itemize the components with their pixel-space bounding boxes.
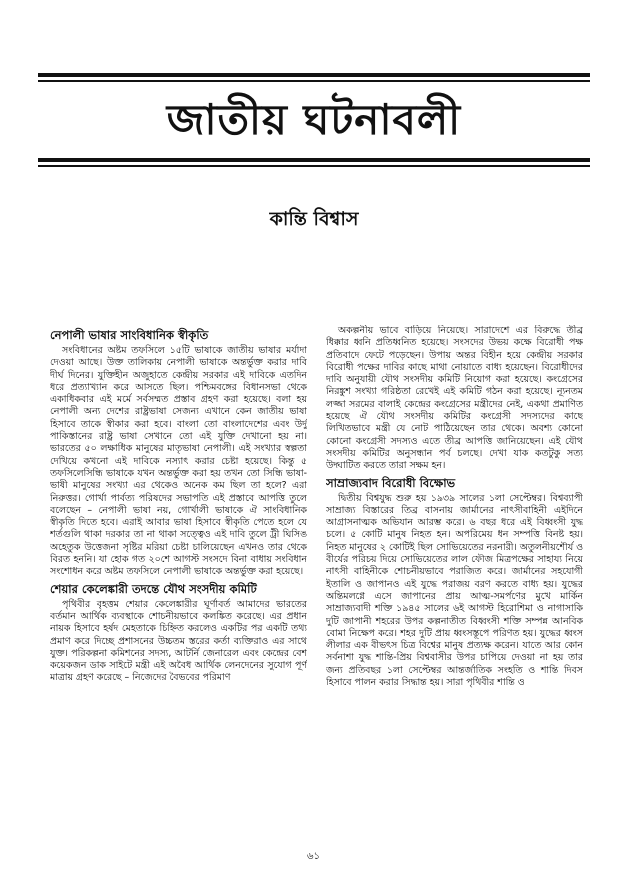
masthead-rule-bottom-thick <box>38 158 590 162</box>
page-title: জাতীয় ঘটনাবলী <box>166 95 462 144</box>
paragraph-anti-imperialism: দ্বিতীয় বিশ্বযুদ্ধ শুরু হয় ১৯৩৯ সালের ১লা সেপ্টেম্বর। বিশ্বব্যাপী সাম্রাজ্য বিস্তারের তিব্র বাসনায় জার্মানের নাৎসীবাহিনী এইদিনে আগ্রাসনাত্মক অভিযান আরম্ভ করে। ৬ বছর ধরে এই বিধ্বংসী যুদ্ধ চলে। ৫ কোটি মানুষ নিহত হন। অপরিমেয় ধন সম্পত্তি বিনষ্ট হয়। নিহত মানুষের ২ কোটিই ছিল সোভিয়েতের নরনারী। অতুলনীয়শৌর্য ও বীর্যের পরিচয় দিয়ে সোভিয়েতের লাল ফৌজ মিত্রপক্ষের সাহায্য নিয়ে নাৎসী বাহিনীকে শোচনীয়ভাবে পরাজিত করে। জার্মানের সহযোগী ইতালি ও জাপানও এই যুদ্ধে পরাজয় বরণ করতে বাধ্য হয়। যুদ্ধের অন্তিমলগ্নে এসে জাপানের প্রায় আত্ম-সমর্পণের মুখে মার্কিন সাম্রাজ্যবাদী শক্তি ১৯৪৫ সালের ৬ই আগস্ট হিরোশিমা ও নাগাসাকি দুটি জাপানী শহরের উপর কল্পনাতীত বিধ্বংসী শক্তি সম্পন্ন আনবিক বোমা নিক্ষেপ করে। শহর দুটি প্রায় ধ্বংসস্তূপে পরিণত হয়। যুদ্ধের ধ্বংস লীলার এক বীভৎস চিত্র বিশ্বের মানুষ প্রত্যক্ষ করেন। যাতে আর কোন সর্বনাশা যুদ্ধ শান্তি-প্রিয় বিশ্ববাসীর উপর চাপিয়ে দেওয়া না হয় তার জন্য প্রতিবছর ১লা সেপ্টেম্বর আন্তর্জাতিক সংহতি ও শান্তি দিবস হিসাবে পালন করার সিদ্ধান্ত হয়। সারা পৃথিবীর শান্তি ও <box>326 492 583 689</box>
paragraph-share-scam: পৃথিবীর বৃহত্তম শেয়ার কেলেঙ্কারীর ঘূর্ণাবর্ত আমাদের ভারতের বর্তমান আর্থিক ব্যবস্থাকে শোচনীয়ভাবে কলঙ্কিত করেছে। এর প্রধান নায়ক হিসাবে হর্ষদ মেহতাকে চিহ্নিত করলেও একটির পর একটি তথ্য প্রমাণ করে দিচ্ছে প্রশাসনের উচ্চতম স্তরের কর্তা ব্যক্তিরাও এর সাথে যুক্ত। পরিকল্পনা কমিশনের সদস্য, আটর্নি জেনারেল এবং কেন্দ্রের বেশ কয়েকজন ডাক সাইটে মন্ত্রী এই অবৈধ আর্থিক লেনদেনের সুযোগ পূর্ণ মাত্রায় গ্রহণ করেছে – নিজেদের বৈভবের পরিমাণ <box>50 598 307 684</box>
masthead-rule-bottom-thin <box>38 165 590 167</box>
masthead-rule-top-thick <box>38 73 590 77</box>
left-column <box>50 325 307 840</box>
masthead-rule-top-thin <box>38 80 590 82</box>
section-heading-share-scam: শেয়ার কেলেঙ্কারী তদন্তে যৌথ সংসদীয় কমিটি <box>50 581 257 596</box>
page-number: ৬১ <box>307 851 320 862</box>
right-column <box>326 325 583 840</box>
section-heading-anti-imperialism: সাম্রাজ্যবাদ বিরোধী বিক্ষোভ <box>326 475 456 490</box>
author-name: কান্তি বিশ্বাস <box>269 208 359 230</box>
section-heading-nepali-language: নেপালী ভাষার সাংবিধানিক স্বীকৃতি <box>50 328 209 342</box>
paragraph-share-scam-continued: অকল্পনীয় ভাবে বাড়িয়ে নিয়েছে। সারাদেশে এর বিরুদ্ধে তীব্র ধিক্কার ধ্বনি প্রতিধ্বনিত হয়েছে। সংসদের উভয় কক্ষে বিরোধী পক্ষ প্রতিবাদে ফেটে পড়েছেন। উপায় অন্তর বিহীন হয়ে কেন্দ্রীয় সরকার বিরোধী পক্ষের দাবির কাছে মাথা নোয়াতে বাধ্য হয়েছেন। বিরোধীদের দাবি অনুযায়ী যৌথ সংসদীয় কমিটি নিয়োগ করা হয়েছে। কংগ্রেসের নিরঙ্কুশ সংখ্যা গরিষ্ঠতা রেখেই এই কমিটি গঠন করা হয়েছে। ন্যূনতম লজ্জা সরমের বালাই কেন্দ্রের কংগ্রেসের মন্ত্রীদের নেই, একথা প্রমাণিত হয়েছে ঐ যৌথ সংসদীয় কমিটির কংগ্রেসী সদস্যদের কাছে লিখিতভাবে মন্ত্রী যে নোট পাঠিয়েছেন তার থেকে। অবশ্য কোনো কোনো কংগ্রেসী সদস্যও এতে তীব্র আপত্তি জানিয়েছেন। এই যৌথ সংসদীয় কমিটির অনুসন্ধান পর্ব চলছে। দেখা যাক কতটুকু সত্য উদ্ঘাটিত করতে তারা সক্ষম হন। <box>326 325 583 472</box>
paragraph-nepali-language: সংবিধানের অষ্টম তফসিলে ১৫টি ভাষাকে জাতীয় ভাষার মর্যাদা দেওয়া আছে। উক্ত তালিকায় নেপালী ভাষাকে অন্তর্ভুক্ত করার দাবি দীর্ঘ দিনের। যুক্তিহীন অজুহাতে কেন্দ্রীয় সরকার এই দাবিকে এতদিন ধরে প্রত্যাখ্যান করে আসতে ছিল। পশ্চিমবঙ্গের বিধানসভা থেকে একাধিকবার এই মর্মে সর্বসম্মত প্রস্তাব গ্রহণ করা হয়েছে। বলা হয় নেপালী অন্য দেশের রাষ্ট্রভাষা সেজন্য এখানে কেন জাতীয় ভাষা হিসাবে তাকে স্বীকার করা হবে। বাংলা তো বাংলাদেশের এবং উর্দু পাকিস্তানের রাষ্ট্র ভাষা সেখানে তো এই যুক্তি দেখানো হয় না। ভারতের ৫০ লক্ষাধিক মানুষের মাতৃভাষা নেপালী। এই সংখ্যার স্বল্পতা দেখিয়ে কখনো এই দাবিকে নস্যাৎ করার চেষ্টা হয়েছে। কিন্তু ৫ তফসিলেসিন্ধি ভাষাকে যখন অন্তর্ভুক্ত করা হয় তখন তো সিন্ধি ভাষা-ভাষী মানুষের সংখ্যা এর থেকেও অনেক কম ছিল তা হলে? এরা নিরুত্তর। গোর্খা পার্বত্য পরিষদের সভাপতি এই প্রস্তাবে আপত্তি তুলে বলেছেন – নেপালী ভাষা নয়, গোর্খালী ভাষাকে ঐ সাংবিধানিক স্বীকৃতি দিতে হবে। এরাই আবার ভাষা হিসাবে স্বীকৃতি পেতে হলে যে শর্তগুলি থাকা দরকার তা না থাকা সত্ত্বেও এই দাবি তুলে ট্রী ঘিসিঙ অহেতুক উত্তেজনা সৃষ্টির মরিয়া চেষ্টা চালিয়েছেন এখনও তার থেকে বিরত হননি। যা হোক গত ২০শে আগস্ট সংসদে বিনা বাধায় সংবিধান সংশোধন করে অষ্টম তফসিলে নেপালী ভাষাকে অন্তর্ভুক্ত করা হয়েছে। <box>50 345 307 578</box>
